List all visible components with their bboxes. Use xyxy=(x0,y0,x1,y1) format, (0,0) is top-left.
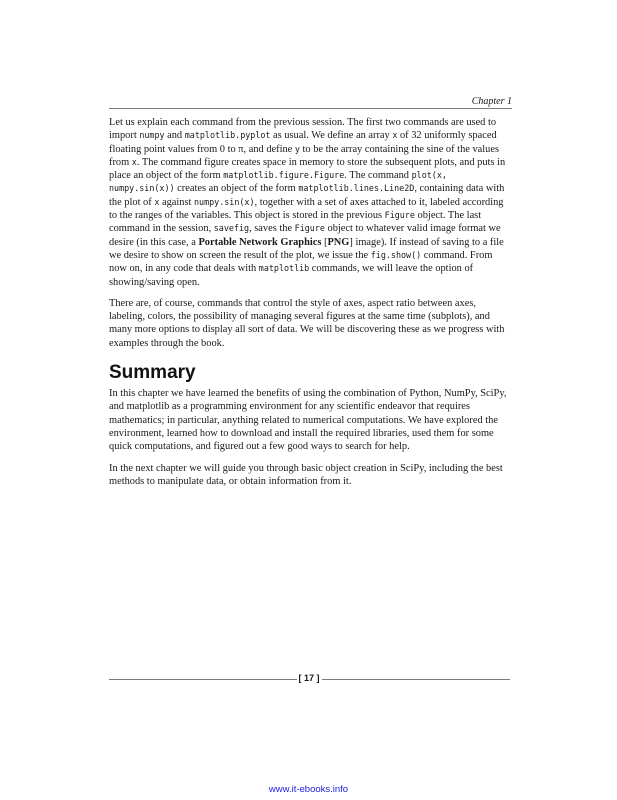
code-plot-call: plot(x, numpy.sin(x)) xyxy=(109,170,447,194)
code-matplotlib-pyplot: matplotlib.pyplot xyxy=(184,130,271,141)
code-y: y xyxy=(294,143,300,154)
bold-term: PNG xyxy=(327,236,350,248)
code-savefig: savefig xyxy=(213,223,250,234)
website-link[interactable]: www.it-ebooks.info xyxy=(268,784,349,795)
explanation-paragraph: Let us explain each command from the previous session. The first two commands are used to import numpy and matplotlib.pyplot as usual. We define an array x of 32 uniformly spaced floating point values from 0 to π, and define y to be the array containing the sine of the values from x. The command figure creates space in memory to store the subsequent plots, and puts in place an object of the form matplotlib.figure.Figure. The command plot(x, numpy.sin(x)) creates an object of the form matplotlib.lines.Line2D, containing data with the plot of x against numpy.sin(x), together with a set of axes attached to it, labeled according to the ranges of the variables. This object is stored in the previous Figure object. The last command in the session, savefig, saves the Figure object to whatever valid image format we desire (in this case, a Portable Network Graphics [PNG] image). If instead of saving to a file we desire to show on screen the result of the plot, we issue the fig.show() command. From now on, in any code that deals with matplotlib commands, we will leave the option of showing/saving open. xyxy=(109,117,506,288)
options-paragraph: There are, of course, commands that control the style of axes, aspect ratio between axes, labeling, colors, the possibility of managing several figures at the same time (subplots), and many more options to display all sort of data. We will be discovering these as we progress with examples through the book. xyxy=(109,297,505,349)
header-rule xyxy=(109,108,512,109)
footer-rule-left xyxy=(109,679,297,680)
code-x: x xyxy=(154,196,160,207)
code-x: x xyxy=(392,130,398,141)
code-line2d-class: matplotlib.lines.Line2D xyxy=(298,183,415,194)
code-figure: Figure xyxy=(294,223,325,234)
bold-term: Portable Network Graphics xyxy=(198,236,322,248)
page-content xyxy=(109,116,512,496)
code-fig-show: fig.show() xyxy=(370,249,422,260)
code-x: x xyxy=(131,156,137,167)
page-number: [ 17 ] xyxy=(298,673,320,683)
chapter-header: Chapter 1 xyxy=(471,96,512,107)
code-numpy: numpy xyxy=(139,130,165,141)
summary-paragraph: In this chapter we have learned the benefits of using the combination of Python, NumPy, SciPy, and matplotlib as a programming environment for any scientific endeavor that requires mathematics; in particular, anything related to numerical computations. We have explored the environment, learned how to download and install the required libraries, used them for some quick computations, and figured out a few good ways to search for help. xyxy=(109,388,507,453)
code-figure: Figure xyxy=(384,210,415,221)
code-matplotlib: matplotlib xyxy=(258,263,310,274)
footer-rule-right xyxy=(322,679,510,680)
code-numpy-sin: numpy.sin(x) xyxy=(194,196,255,207)
section-heading: Summary xyxy=(109,362,196,384)
code-figure-class: matplotlib.figure.Figure xyxy=(223,170,345,181)
next-chapter-paragraph: In the next chapter we will guide you through basic object creation in SciPy, including the best methods to manipulate data, or obtain information from it. xyxy=(109,462,503,487)
